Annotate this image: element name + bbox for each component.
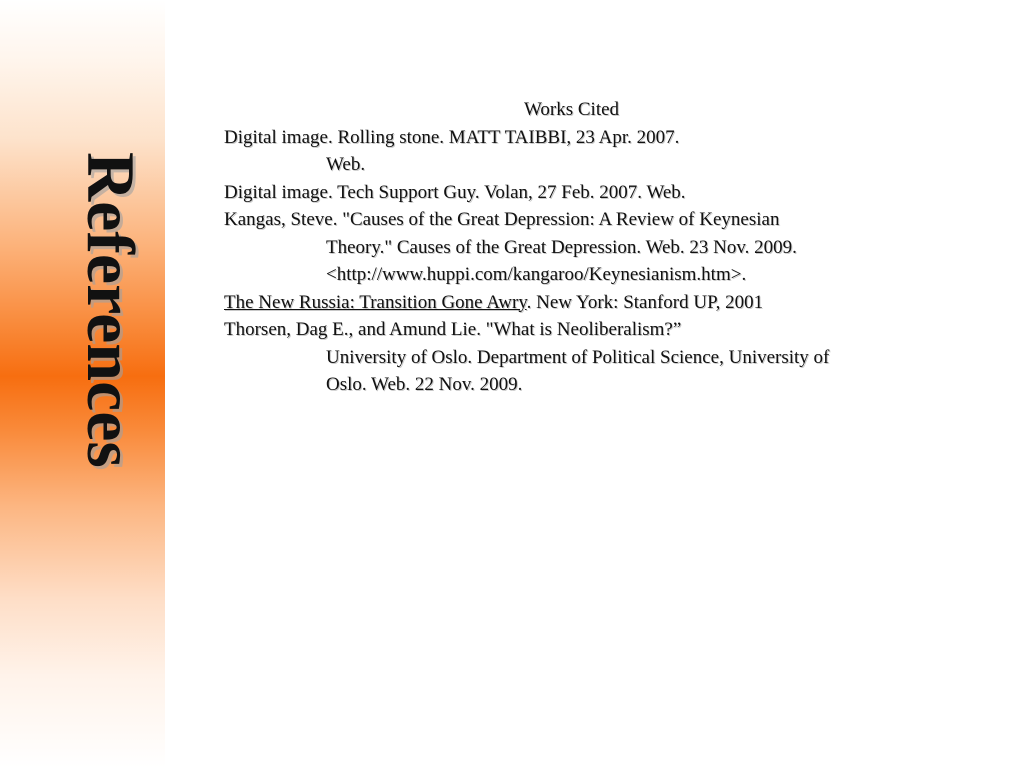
works-cited-body <box>224 96 984 399</box>
citation-line: Thorsen, Dag E., and Amund Lie. "What is Neoliberalism?” <box>224 319 682 340</box>
citation-continuation: Theory." Causes of the Great Depression. Web. 23 Nov. 2009. <box>326 236 797 258</box>
citation-publisher: . New York: Stanford UP, 2001 <box>526 291 764 313</box>
citation-line: Kangas, Steve. "Causes of the Great Depression: A Review of Keynesian <box>224 209 780 230</box>
citation-continuation: Web. <box>326 154 366 175</box>
citation-line <box>224 289 984 317</box>
citation-url: <http://www.huppi.com/kangaroo/Keynesianism.htm>. <box>326 264 747 285</box>
citation-line: Digital image. Rolling stone. MATT TAIBBI, 23 Apr. 2007. <box>224 126 680 148</box>
works-cited-heading: Works Cited <box>524 99 620 120</box>
citation-line: Digital image. Tech Support Guy. Volan, 27 Feb. 2007. Web. <box>224 181 686 203</box>
book-title-link: The New Russia: Transition Gone Awry <box>224 291 527 313</box>
slide-title: References <box>73 152 149 468</box>
citation-continuation: Oslo. Web. 22 Nov. 2009. <box>326 374 523 395</box>
citation-continuation: University of Oslo. Department of Political Science, University of <box>326 346 830 368</box>
